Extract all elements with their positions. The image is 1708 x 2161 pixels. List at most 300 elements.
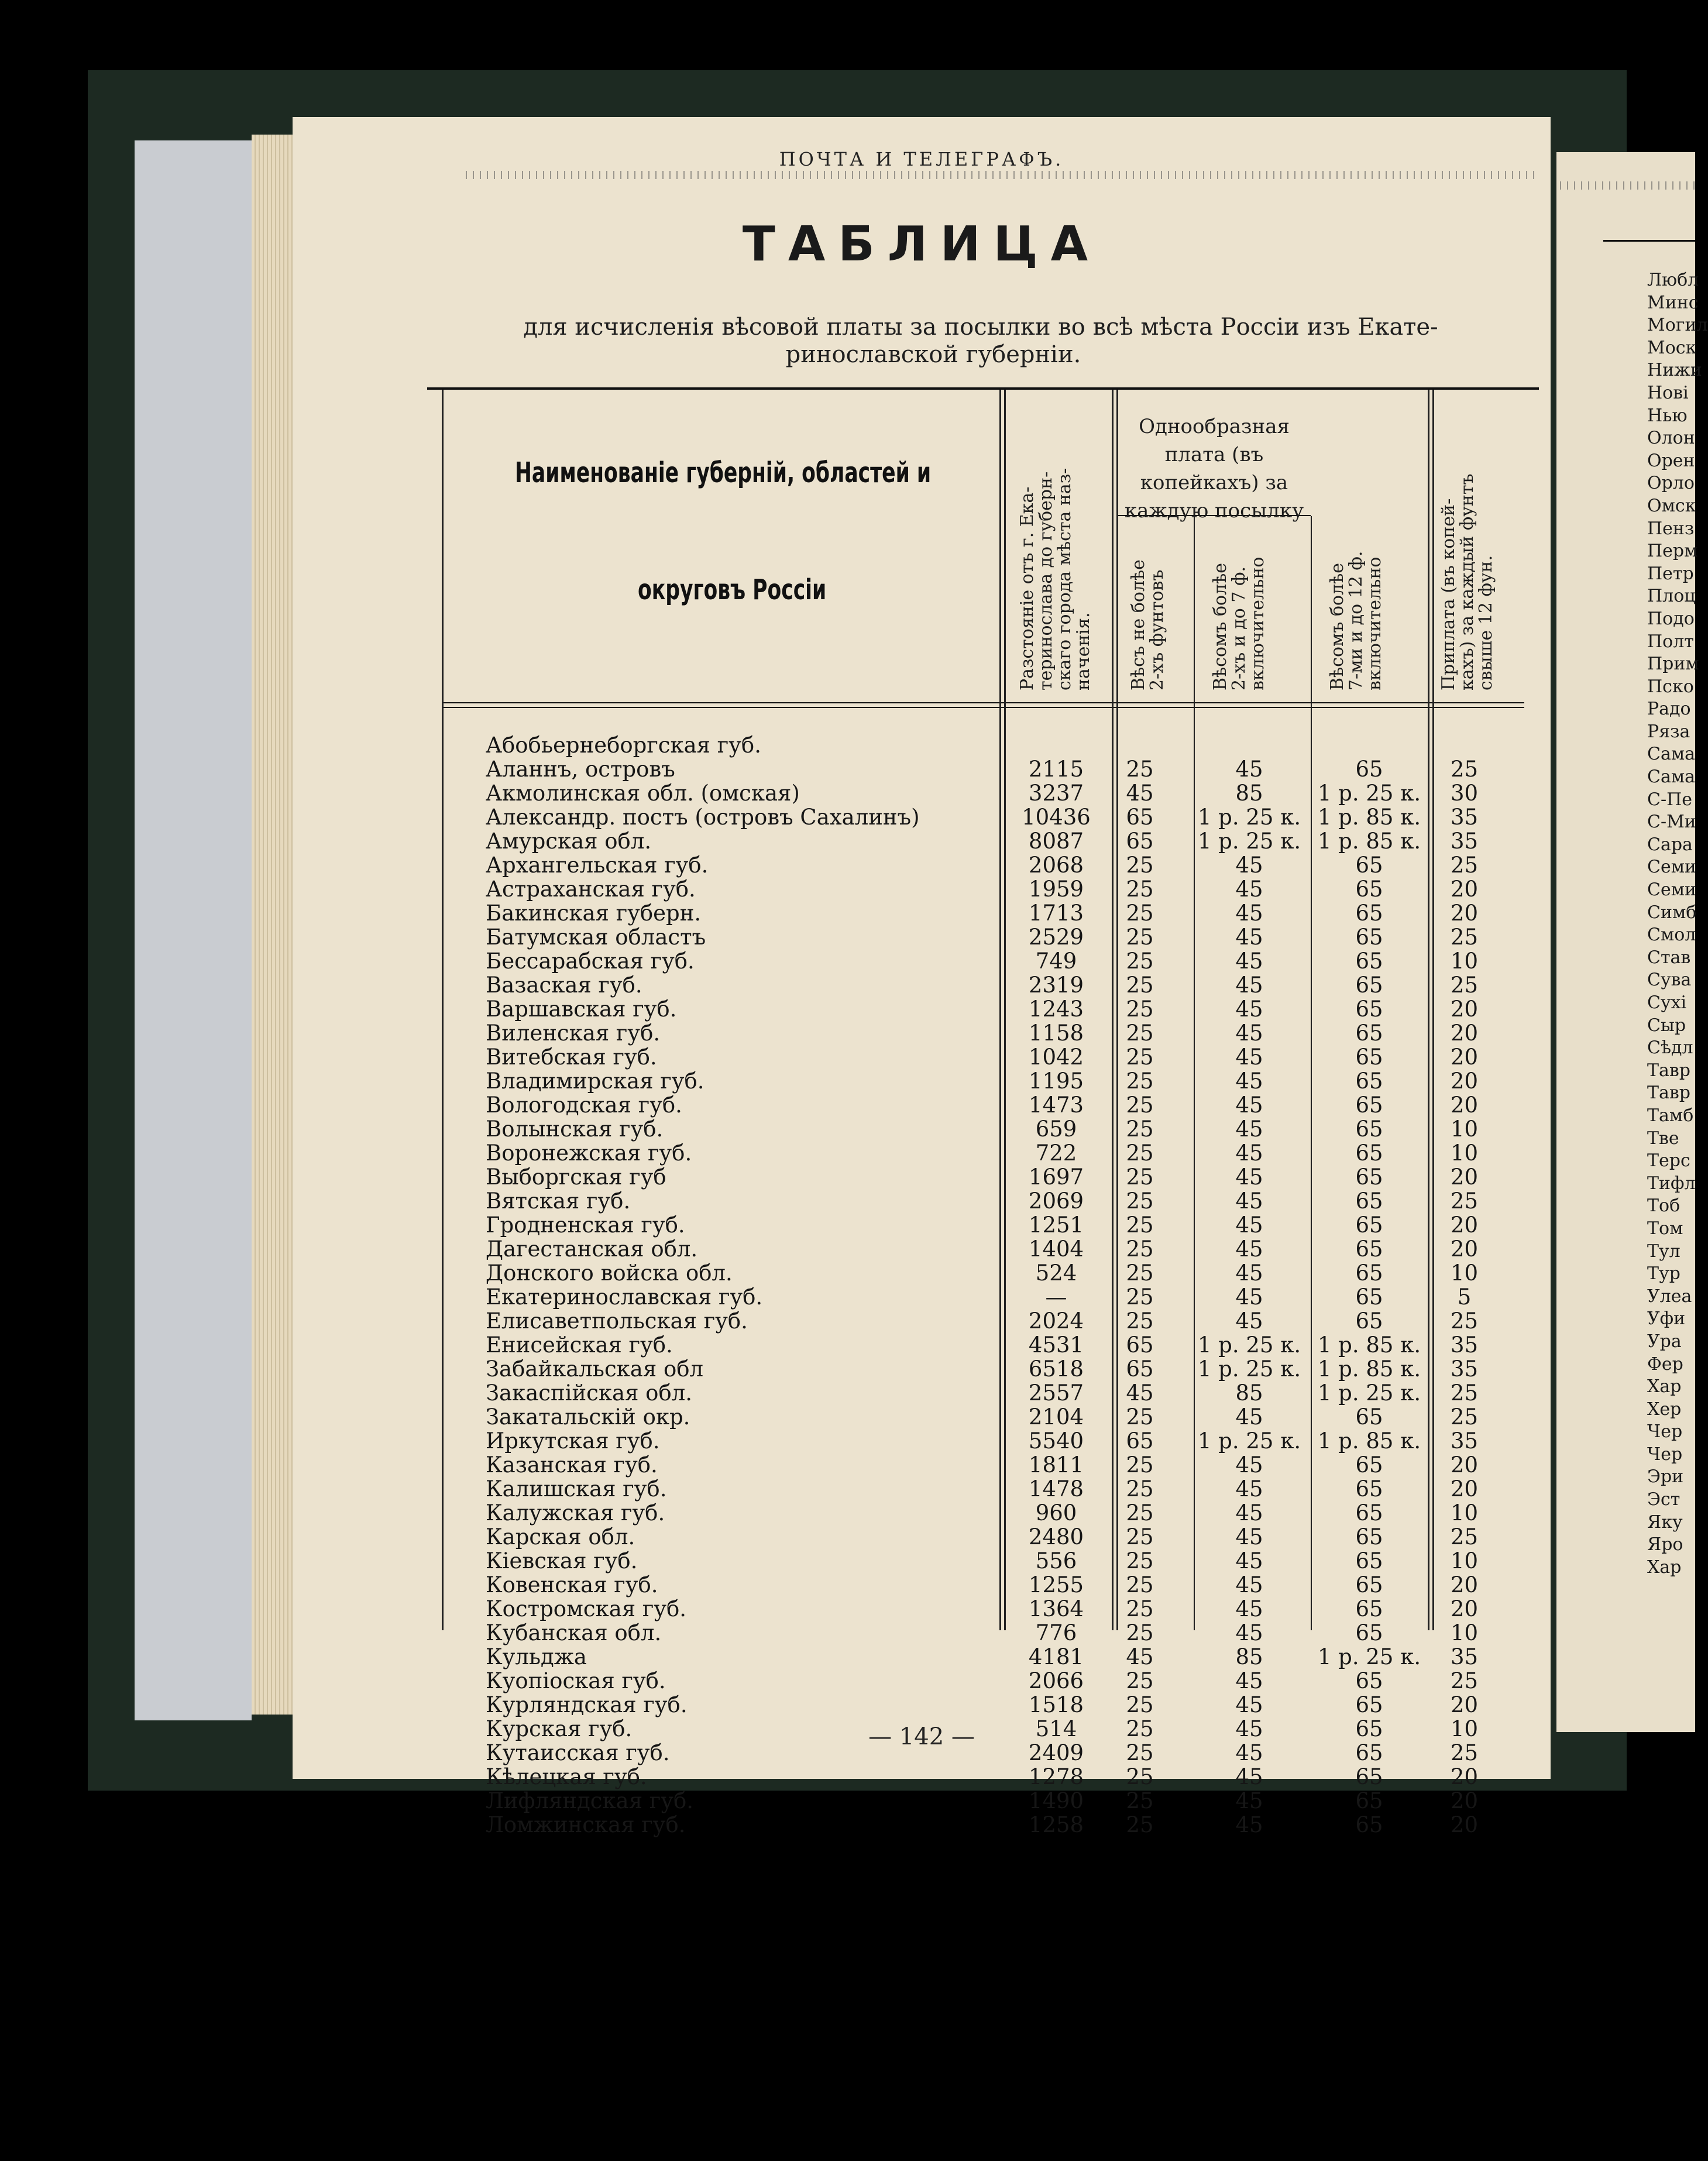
rate-12lb-cell: 65 bbox=[1355, 1740, 1383, 1765]
left-page bbox=[293, 117, 1551, 1837]
extra-per-lb-cell: 20 bbox=[1450, 1812, 1479, 1837]
rate-12lb-cell: 65 bbox=[1355, 1812, 1383, 1837]
table-row bbox=[293, 805, 1551, 829]
distance-cell: 1811 bbox=[1028, 1452, 1084, 1478]
rate-7lb-cell: 45 bbox=[1235, 1308, 1263, 1334]
header-bottom-rule-2 bbox=[442, 707, 1524, 708]
right-page-fragment: Сува bbox=[1647, 970, 1692, 991]
table-row bbox=[293, 1644, 1551, 1668]
extra-per-lb-cell: 20 bbox=[1450, 1092, 1479, 1118]
table-row bbox=[293, 1620, 1551, 1644]
place-name: Костромская губ. bbox=[486, 1596, 687, 1621]
right-page-fragment: Любл bbox=[1647, 270, 1699, 290]
header-up-to-7: Вѣсомъ болѣе 2-хъ и до 7 ф. включительно bbox=[1210, 556, 1268, 690]
rate-2lb-cell: 25 bbox=[1126, 1476, 1154, 1502]
table-row bbox=[293, 1140, 1551, 1164]
right-page-fragment: Став bbox=[1647, 947, 1691, 968]
place-name: Курская губ. bbox=[486, 1716, 633, 1741]
place-name: Калужская губ. bbox=[486, 1500, 665, 1526]
right-page-fragment: Сама bbox=[1647, 767, 1696, 788]
rate-7lb-cell: 45 bbox=[1235, 1069, 1263, 1094]
header-extra: Приплата (въ копей- кахъ) за каждый фунтъ свыше 12 фун. bbox=[1438, 473, 1496, 690]
header-ornament bbox=[462, 171, 1539, 179]
place-name: Екатеринославская губ. bbox=[486, 1284, 763, 1310]
table-row bbox=[293, 925, 1551, 949]
right-page-fragment: Орло bbox=[1647, 473, 1695, 494]
table-row bbox=[293, 1428, 1551, 1452]
rate-2lb-cell: 25 bbox=[1126, 1212, 1154, 1238]
right-page-fragment: Уфи bbox=[1647, 1308, 1686, 1329]
right-page-fragment: Омск bbox=[1647, 495, 1696, 516]
place-name: Курляндская губ. bbox=[486, 1692, 688, 1717]
rate-7lb-cell: 45 bbox=[1235, 901, 1263, 926]
rate-12lb-cell: 1 р. 25 к. bbox=[1317, 781, 1421, 806]
rate-2lb-cell: 25 bbox=[1126, 1236, 1154, 1262]
rate-2lb-cell: 25 bbox=[1126, 901, 1154, 926]
rate-12lb-cell: 1 р. 25 к. bbox=[1317, 1644, 1421, 1669]
table-row bbox=[293, 1069, 1551, 1092]
place-name: Вятская губ. bbox=[486, 1188, 631, 1214]
extra-per-lb-cell: 20 bbox=[1450, 1596, 1479, 1621]
rate-7lb-cell: 45 bbox=[1235, 997, 1263, 1022]
distance-cell: 2319 bbox=[1028, 973, 1084, 998]
rate-7lb-cell: 45 bbox=[1235, 1404, 1263, 1430]
table-row bbox=[293, 1764, 1551, 1788]
rate-2lb-cell: 25 bbox=[1126, 949, 1154, 974]
extra-per-lb-cell: 20 bbox=[1450, 1764, 1479, 1789]
extra-per-lb-cell: 10 bbox=[1450, 1116, 1479, 1142]
extra-per-lb-cell: 20 bbox=[1450, 1045, 1479, 1070]
right-page-fragment: Тавр bbox=[1647, 1060, 1690, 1081]
place-name: Казанская губ. bbox=[486, 1452, 658, 1478]
rate-2lb-cell: 25 bbox=[1126, 1188, 1154, 1214]
table-row bbox=[293, 1284, 1551, 1308]
right-page-fragment: Плоц bbox=[1647, 586, 1696, 607]
rate-7lb-cell: 45 bbox=[1235, 1140, 1263, 1166]
rate-7lb-cell: 1 р. 25 к. bbox=[1197, 1356, 1301, 1382]
rate-2lb-cell: 25 bbox=[1126, 1716, 1154, 1741]
rate-2lb-cell: 25 bbox=[1126, 1308, 1154, 1334]
right-page-fragment: Орен bbox=[1647, 450, 1695, 471]
rate-12lb-cell: 65 bbox=[1355, 1620, 1383, 1645]
right-page-ornament bbox=[1556, 181, 1695, 190]
rate-2lb-cell: 65 bbox=[1126, 1428, 1154, 1454]
rate-12lb-cell: 65 bbox=[1355, 1021, 1383, 1046]
rate-12lb-cell: 1 р. 85 к. bbox=[1317, 1356, 1421, 1382]
right-page-fragment: Тул bbox=[1647, 1241, 1680, 1262]
distance-cell: 1243 bbox=[1028, 997, 1084, 1022]
rate-12lb-cell: 65 bbox=[1355, 853, 1383, 878]
extra-per-lb-cell: 20 bbox=[1450, 1069, 1479, 1094]
place-name: Дагестанская обл. bbox=[486, 1236, 698, 1262]
header-bottom-rule-1 bbox=[442, 702, 1524, 703]
place-name: Кутаисская губ. bbox=[486, 1740, 670, 1765]
rate-12lb-cell: 65 bbox=[1355, 1260, 1383, 1286]
rate-12lb-cell: 65 bbox=[1355, 1308, 1383, 1334]
table-top-rule bbox=[427, 387, 1539, 390]
rate-2lb-cell: 25 bbox=[1126, 1668, 1154, 1693]
rate-7lb-cell: 45 bbox=[1235, 877, 1263, 902]
rate-12lb-cell: 1 р. 85 к. bbox=[1317, 829, 1421, 854]
right-page-fragment: Фер bbox=[1647, 1353, 1683, 1375]
extra-per-lb-cell: 25 bbox=[1450, 1668, 1479, 1693]
distance-cell: 1959 bbox=[1028, 877, 1084, 902]
right-page-fragment: Подо bbox=[1647, 608, 1695, 629]
rate-7lb-cell: 45 bbox=[1235, 1452, 1263, 1478]
distance-cell: 1490 bbox=[1028, 1788, 1084, 1813]
table-row bbox=[293, 1212, 1551, 1236]
header-up-to-12: Вѣсомъ болѣе 7-ми и до 12 ф. включительно bbox=[1327, 551, 1385, 690]
place-name: Виленская губ. bbox=[486, 1021, 661, 1046]
extra-per-lb-cell: 20 bbox=[1450, 1021, 1479, 1046]
rate-7lb-cell: 45 bbox=[1235, 1692, 1263, 1717]
table-row bbox=[293, 733, 1551, 757]
place-name: Кубанская обл. bbox=[486, 1620, 662, 1645]
rate-2lb-cell: 25 bbox=[1126, 1045, 1154, 1070]
right-page-fragment: Олон bbox=[1647, 428, 1695, 449]
distance-cell: 1278 bbox=[1028, 1764, 1084, 1789]
extra-per-lb-cell: 35 bbox=[1450, 829, 1479, 854]
rate-7lb-cell: 45 bbox=[1235, 1620, 1263, 1645]
rate-12lb-cell: 65 bbox=[1355, 1284, 1383, 1310]
rate-2lb-cell: 25 bbox=[1126, 1788, 1154, 1813]
rate-2lb-cell: 25 bbox=[1126, 1021, 1154, 1046]
rate-12lb-cell: 65 bbox=[1355, 1668, 1383, 1693]
rate-2lb-cell: 25 bbox=[1126, 1284, 1154, 1310]
rate-12lb-cell: 65 bbox=[1355, 1716, 1383, 1741]
rate-7lb-cell: 45 bbox=[1235, 1188, 1263, 1214]
right-page-fragment: Том bbox=[1647, 1218, 1683, 1239]
place-name: Ковенская губ. bbox=[486, 1572, 658, 1597]
place-name: Куопіоская губ. bbox=[486, 1668, 666, 1693]
rate-12lb-cell: 65 bbox=[1355, 1452, 1383, 1478]
table-row bbox=[293, 1380, 1551, 1404]
rate-2lb-cell: 65 bbox=[1126, 829, 1154, 854]
rate-2lb-cell: 65 bbox=[1126, 805, 1154, 830]
right-page-fragment: Тоб bbox=[1647, 1195, 1680, 1217]
rate-12lb-cell: 65 bbox=[1355, 1116, 1383, 1142]
distance-cell: 1255 bbox=[1028, 1572, 1084, 1597]
place-name: Закатальскій окр. bbox=[486, 1404, 690, 1430]
rate-2lb-cell: 25 bbox=[1126, 1572, 1154, 1597]
place-name: Елисаветпольская губ. bbox=[486, 1308, 748, 1334]
rate-12lb-cell: 65 bbox=[1355, 1140, 1383, 1166]
rate-2lb-cell: 25 bbox=[1126, 1452, 1154, 1478]
distance-cell: — bbox=[1045, 1284, 1067, 1310]
distance-cell: 1518 bbox=[1028, 1692, 1084, 1717]
distance-cell: 2529 bbox=[1028, 925, 1084, 950]
table-row bbox=[293, 1308, 1551, 1332]
table-row bbox=[293, 901, 1551, 925]
rate-7lb-cell: 45 bbox=[1235, 853, 1263, 878]
right-page-fragment: Перм bbox=[1647, 541, 1698, 562]
place-name: Кульджа bbox=[486, 1644, 587, 1669]
rate-7lb-cell: 45 bbox=[1235, 1668, 1263, 1693]
rate-12lb-cell: 1 р. 25 к. bbox=[1317, 1380, 1421, 1406]
rate-2lb-cell: 25 bbox=[1126, 1596, 1154, 1621]
rate-7lb-cell: 1 р. 25 к. bbox=[1197, 805, 1301, 830]
extra-per-lb-cell: 10 bbox=[1450, 1620, 1479, 1645]
table-row bbox=[293, 1332, 1551, 1356]
extra-per-lb-cell: 25 bbox=[1450, 1524, 1479, 1550]
table-row bbox=[293, 1572, 1551, 1596]
extra-per-lb-cell: 20 bbox=[1450, 1692, 1479, 1717]
right-page-fragment: Петр bbox=[1647, 563, 1694, 584]
rate-12lb-cell: 65 bbox=[1355, 1045, 1383, 1070]
right-page-fragment: Эст bbox=[1647, 1489, 1680, 1510]
extra-per-lb-cell: 35 bbox=[1450, 1356, 1479, 1382]
distance-cell: 2069 bbox=[1028, 1188, 1084, 1214]
place-name: Ломжинская губ. bbox=[486, 1812, 686, 1837]
distance-cell: 1364 bbox=[1028, 1596, 1084, 1621]
rate-7lb-cell: 45 bbox=[1235, 1236, 1263, 1262]
rate-7lb-cell: 45 bbox=[1235, 973, 1263, 998]
place-name: Закаспійская обл. bbox=[486, 1380, 692, 1406]
table-row bbox=[293, 1548, 1551, 1572]
rate-12lb-cell: 65 bbox=[1355, 1788, 1383, 1813]
table-row bbox=[293, 1668, 1551, 1692]
extra-per-lb-cell: 10 bbox=[1450, 949, 1479, 974]
table-row bbox=[293, 1236, 1551, 1260]
extra-per-lb-cell: 10 bbox=[1450, 1260, 1479, 1286]
extra-per-lb-cell: 25 bbox=[1450, 1740, 1479, 1765]
right-page-fragment: Хар bbox=[1647, 1557, 1682, 1578]
rate-2lb-cell: 25 bbox=[1126, 757, 1154, 782]
extra-per-lb-cell: 20 bbox=[1450, 1164, 1479, 1190]
rate-7lb-cell: 45 bbox=[1235, 1548, 1263, 1573]
right-page-fragment: Улеа bbox=[1647, 1286, 1692, 1307]
table-row bbox=[293, 829, 1551, 853]
rate-2lb-cell: 25 bbox=[1126, 1500, 1154, 1526]
right-page-fragment: Прим bbox=[1647, 654, 1699, 675]
table-row bbox=[293, 1116, 1551, 1140]
extra-per-lb-cell: 20 bbox=[1450, 1452, 1479, 1478]
rate-7lb-cell: 45 bbox=[1235, 1596, 1263, 1621]
table-row bbox=[293, 1045, 1551, 1069]
extra-per-lb-cell: 35 bbox=[1450, 1428, 1479, 1454]
right-page-fragment: Семи bbox=[1647, 857, 1697, 878]
place-name: Вазаская губ. bbox=[486, 973, 642, 998]
right-page-fragment: Сыр bbox=[1647, 1015, 1686, 1036]
place-name: Варшавская губ. bbox=[486, 997, 677, 1022]
distance-cell: 4531 bbox=[1028, 1332, 1084, 1358]
place-name: Акмолинская обл. (омская) bbox=[486, 781, 800, 806]
table-row bbox=[293, 1788, 1551, 1812]
rate-12lb-cell: 1 р. 85 к. bbox=[1317, 1428, 1421, 1454]
place-name: Абобьернеборгская губ. bbox=[486, 733, 761, 758]
distance-cell: 6518 bbox=[1028, 1356, 1084, 1382]
distance-cell: 1251 bbox=[1028, 1212, 1084, 1238]
distance-cell: 2068 bbox=[1028, 853, 1084, 878]
distance-cell: 1404 bbox=[1028, 1236, 1084, 1262]
rate-7lb-cell: 45 bbox=[1235, 1164, 1263, 1190]
extra-per-lb-cell: 25 bbox=[1450, 853, 1479, 878]
header-up-to-2: Вѣсъ не болѣе 2-хъ фунтовъ bbox=[1128, 559, 1167, 690]
extra-per-lb-cell: 35 bbox=[1450, 805, 1479, 830]
place-name: Аланнъ, островъ bbox=[486, 757, 675, 782]
table-row bbox=[293, 1021, 1551, 1045]
right-page-fragment: Нью bbox=[1647, 405, 1688, 426]
right-page-fragment: Тур bbox=[1647, 1263, 1680, 1284]
place-name: Донского войска обл. bbox=[486, 1260, 733, 1286]
extra-per-lb-cell: 5 bbox=[1457, 1284, 1472, 1310]
rate-7lb-cell: 45 bbox=[1235, 1740, 1263, 1765]
distance-cell: 960 bbox=[1035, 1500, 1077, 1526]
rate-12lb-cell: 65 bbox=[1355, 1404, 1383, 1430]
right-page-fragment: Симб bbox=[1647, 902, 1697, 923]
running-head: ПОЧТА И ТЕЛЕГРАФЪ. bbox=[779, 148, 1064, 170]
rate-7lb-cell: 85 bbox=[1235, 1380, 1263, 1406]
rate-7lb-cell: 45 bbox=[1235, 1212, 1263, 1238]
rate-2lb-cell: 25 bbox=[1126, 973, 1154, 998]
extra-per-lb-cell: 25 bbox=[1450, 1380, 1479, 1406]
right-page-fragment: Моск bbox=[1647, 337, 1697, 358]
rate-12lb-cell: 65 bbox=[1355, 925, 1383, 950]
place-name: Забайкальская обл bbox=[486, 1356, 704, 1382]
distance-cell: 2115 bbox=[1028, 757, 1084, 782]
extra-per-lb-cell: 20 bbox=[1450, 877, 1479, 902]
rate-2lb-cell: 25 bbox=[1126, 1164, 1154, 1190]
extra-per-lb-cell: 10 bbox=[1450, 1548, 1479, 1573]
cover-inner-board bbox=[135, 140, 252, 1720]
place-name: Кіевская губ. bbox=[486, 1548, 638, 1573]
distance-cell: 10436 bbox=[1022, 805, 1091, 830]
place-name: Волынская губ. bbox=[486, 1116, 664, 1142]
table-row bbox=[293, 1452, 1551, 1476]
place-name: Амурская обл. bbox=[486, 829, 652, 854]
rate-7lb-cell: 45 bbox=[1235, 1788, 1263, 1813]
header-name-line2: округовъ Россіи bbox=[638, 573, 827, 606]
rate-12lb-cell: 1 р. 85 к. bbox=[1317, 1332, 1421, 1358]
distance-cell: 2024 bbox=[1028, 1308, 1084, 1334]
rate-2lb-cell: 25 bbox=[1126, 877, 1154, 902]
rate-2lb-cell: 45 bbox=[1126, 781, 1154, 806]
rate-7lb-cell: 1 р. 25 к. bbox=[1197, 1332, 1301, 1358]
distance-cell: 2480 bbox=[1028, 1524, 1084, 1550]
rate-12lb-cell: 65 bbox=[1355, 1596, 1383, 1621]
distance-cell: 1473 bbox=[1028, 1092, 1084, 1118]
right-page-fragment: Полт bbox=[1647, 631, 1694, 652]
rate-12lb-cell: 65 bbox=[1355, 1524, 1383, 1550]
rate-12lb-cell: 65 bbox=[1355, 877, 1383, 902]
rate-2lb-cell: 25 bbox=[1126, 1620, 1154, 1645]
rate-12lb-cell: 65 bbox=[1355, 973, 1383, 998]
place-name: Карская обл. bbox=[486, 1524, 635, 1550]
right-page-fragment: Чер bbox=[1647, 1444, 1683, 1465]
right-page-fragment: Чер bbox=[1647, 1421, 1683, 1442]
place-name: Астраханская губ. bbox=[486, 877, 696, 902]
rate-12lb-cell: 65 bbox=[1355, 1476, 1383, 1502]
place-name: Лифляндская губ. bbox=[486, 1788, 693, 1813]
distance-cell: 659 bbox=[1035, 1116, 1077, 1142]
extra-per-lb-cell: 10 bbox=[1450, 1500, 1479, 1526]
header-uniform: Однообразная плата (въ копейкахъ) за каждую посылку bbox=[1124, 415, 1304, 523]
rate-2lb-cell: 65 bbox=[1126, 1332, 1154, 1358]
right-page-fragment: Пенз bbox=[1647, 518, 1695, 539]
rate-12lb-cell: 65 bbox=[1355, 901, 1383, 926]
right-page-fragment: Тве bbox=[1647, 1128, 1679, 1149]
place-name: Выборгская губ bbox=[486, 1164, 666, 1190]
table-row bbox=[293, 1164, 1551, 1188]
place-name: Бакинская губерн. bbox=[486, 901, 702, 926]
place-name: Владимирская губ. bbox=[486, 1069, 704, 1094]
rate-7lb-cell: 45 bbox=[1235, 1812, 1263, 1837]
distance-cell: 2066 bbox=[1028, 1668, 1084, 1693]
right-page bbox=[1556, 152, 1708, 1732]
distance-cell: 749 bbox=[1035, 949, 1077, 974]
rate-2lb-cell: 25 bbox=[1126, 1140, 1154, 1166]
distance-cell: 1042 bbox=[1028, 1045, 1084, 1070]
right-page-fragment: Нові bbox=[1647, 382, 1689, 403]
rate-7lb-cell: 45 bbox=[1235, 1524, 1263, 1550]
place-name: Калишская губ. bbox=[486, 1476, 667, 1502]
place-name: Бессарабская губ. bbox=[486, 949, 695, 974]
rate-2lb-cell: 25 bbox=[1126, 853, 1154, 878]
place-name: Александр. постъ (островъ Сахалинъ) bbox=[486, 805, 920, 830]
distance-cell: 524 bbox=[1035, 1260, 1077, 1286]
right-page-fragment: Семи bbox=[1647, 879, 1697, 901]
right-page-fragment: Сама bbox=[1647, 744, 1696, 765]
rate-12lb-cell: 65 bbox=[1355, 1236, 1383, 1262]
rate-2lb-cell: 25 bbox=[1126, 1740, 1154, 1765]
rate-7lb-cell: 45 bbox=[1235, 1116, 1263, 1142]
place-name: Архангельская губ. bbox=[486, 853, 709, 878]
extra-per-lb-cell: 20 bbox=[1450, 1236, 1479, 1262]
rate-2lb-cell: 25 bbox=[1126, 1404, 1154, 1430]
rate-12lb-cell: 65 bbox=[1355, 1692, 1383, 1717]
right-page-fragment: С-Пе bbox=[1647, 789, 1693, 810]
table-row bbox=[293, 781, 1551, 805]
rate-2lb-cell: 25 bbox=[1126, 925, 1154, 950]
rate-7lb-cell: 45 bbox=[1235, 1500, 1263, 1526]
rate-12lb-cell: 65 bbox=[1355, 1572, 1383, 1597]
right-page-fragment: Тавр bbox=[1647, 1083, 1690, 1104]
rate-2lb-cell: 25 bbox=[1126, 1524, 1154, 1550]
distance-cell: 2409 bbox=[1028, 1740, 1084, 1765]
rate-12lb-cell: 65 bbox=[1355, 1500, 1383, 1526]
rate-12lb-cell: 65 bbox=[1355, 997, 1383, 1022]
distance-cell: 722 bbox=[1035, 1140, 1077, 1166]
rate-12lb-cell: 65 bbox=[1355, 1164, 1383, 1190]
right-page-fragment: Яро bbox=[1647, 1534, 1683, 1555]
page-title: ТАБЛИЦА bbox=[742, 217, 1101, 272]
rate-2lb-cell: 65 bbox=[1126, 1356, 1154, 1382]
rate-7lb-cell: 85 bbox=[1235, 781, 1263, 806]
distance-cell: 1697 bbox=[1028, 1164, 1084, 1190]
rate-12lb-cell: 1 р. 85 к. bbox=[1317, 805, 1421, 830]
table-row bbox=[293, 973, 1551, 997]
extra-per-lb-cell: 25 bbox=[1450, 1404, 1479, 1430]
place-name: Енисейская губ. bbox=[486, 1332, 673, 1358]
distance-cell: 514 bbox=[1035, 1716, 1077, 1741]
place-name: Воронежская губ. bbox=[486, 1140, 692, 1166]
extra-per-lb-cell: 10 bbox=[1450, 1716, 1479, 1741]
rate-2lb-cell: 25 bbox=[1126, 1764, 1154, 1789]
rate-7lb-cell: 45 bbox=[1235, 1476, 1263, 1502]
rate-7lb-cell: 45 bbox=[1235, 1764, 1263, 1789]
rate-12lb-cell: 65 bbox=[1355, 1092, 1383, 1118]
table-body bbox=[293, 733, 1551, 1836]
right-page-fragment: Сара bbox=[1647, 834, 1693, 855]
rate-7lb-cell: 85 bbox=[1235, 1644, 1263, 1669]
right-page-fragment: Хер bbox=[1647, 1399, 1682, 1420]
extra-per-lb-cell: 30 bbox=[1450, 781, 1479, 806]
distance-cell: 8087 bbox=[1028, 829, 1084, 854]
rate-12lb-cell: 65 bbox=[1355, 949, 1383, 974]
distance-cell: 1478 bbox=[1028, 1476, 1084, 1502]
header-name-line1: Наименованіе губерній, областей и bbox=[515, 456, 932, 489]
distance-cell: 4181 bbox=[1028, 1644, 1084, 1669]
